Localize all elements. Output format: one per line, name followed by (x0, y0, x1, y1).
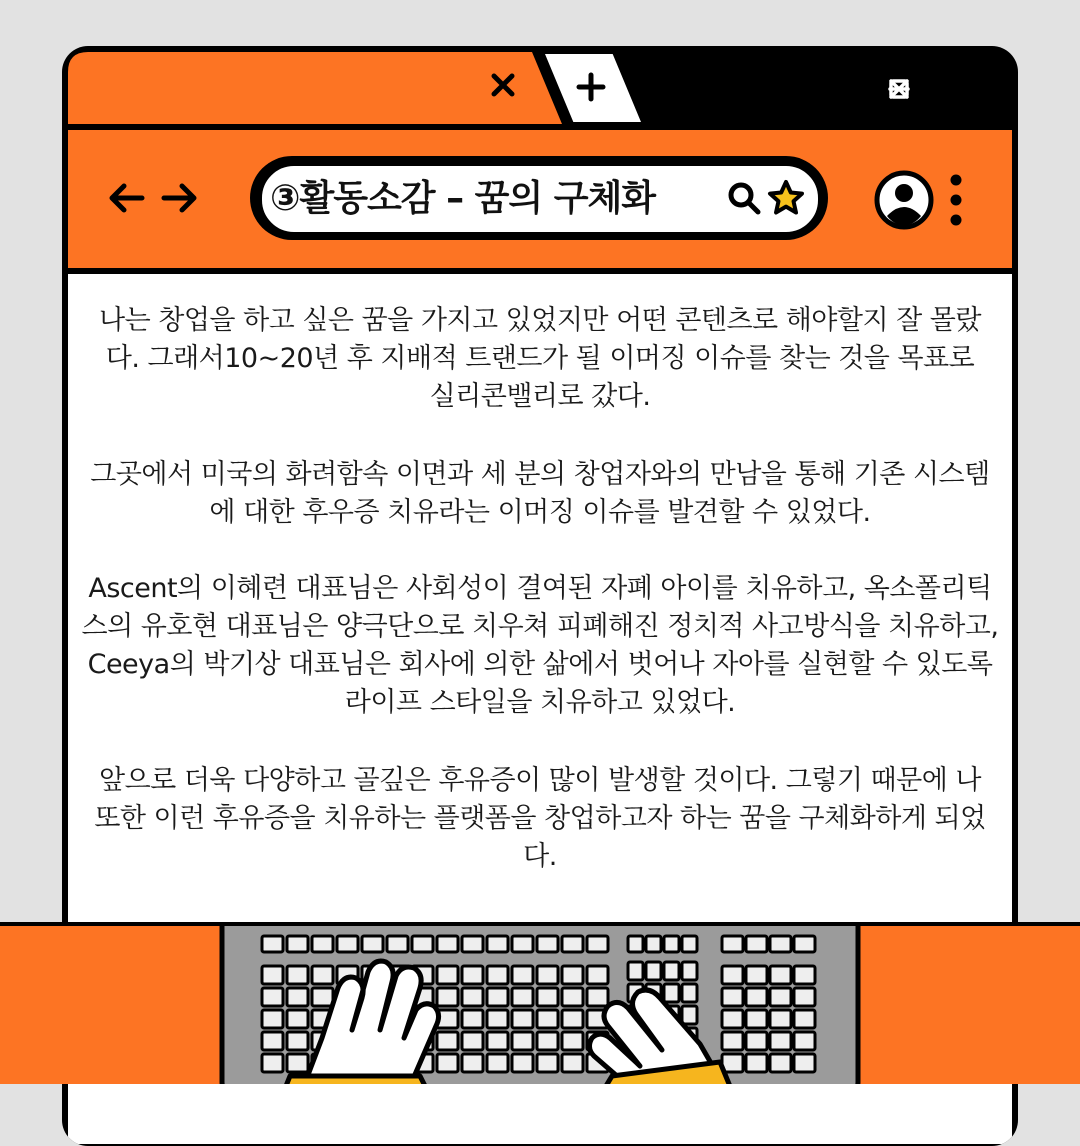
keyboard-key (722, 988, 743, 1006)
keyboard-key (287, 966, 308, 984)
account-icon[interactable] (874, 170, 934, 230)
keyboard-key (512, 988, 533, 1006)
more-vertical-icon[interactable] (944, 170, 968, 230)
keyboard-key (770, 936, 791, 952)
keyboard-key (287, 1010, 308, 1028)
tab-close-button[interactable] (490, 72, 526, 108)
arrow-left-icon (106, 182, 146, 214)
keyboard-key (262, 966, 283, 984)
keyboard-key (487, 966, 508, 984)
keyboard-key (664, 984, 679, 1002)
keyboard-key (562, 1010, 583, 1028)
paragraph-3: Ascent의 이혜련 대표님은 사회성이 결여된 자폐 아이를 치유하고, 옥소폴리틱스의 유호현 대표님은 양극단으로 치우쳐 피폐해진 정치적 사고방식을 치유하고, Ceeya의 박기상 대표님은 회사에 의한 삶에서 벗어나 자아를 실현할 수 있도록 라이프 스타일을 치유하고 있었다. (81, 573, 999, 718)
keyboard-key (587, 966, 608, 984)
keyboard-key (462, 1010, 483, 1028)
keyboard-key (722, 1010, 743, 1028)
keyboard-key (462, 966, 483, 984)
keyboard-key (437, 966, 458, 984)
browser-toolbar (68, 130, 1012, 268)
arrow-right-icon (160, 182, 200, 214)
paragraph-4: 앞으로 더욱 다양하고 골깊은 후유증이 많이 발생할 것이다. 그렇기 때문에 나 또한 이런 후유증을 치유하는 플랫폼을 창업하고자 하는 꿈을 구체화하게 되었다. (94, 765, 986, 872)
keyboard-key (562, 966, 583, 984)
keyboard-key (646, 962, 661, 980)
paragraph-1: 나는 창업을 하고 싶은 꿈을 가지고 있었지만 어떤 콘텐츠로 해야할지 잘 몰랐다. 그래서10~20년 후 지배적 트랜드가 될 이머징 이슈를 찾는 것을 목표로 실리콘밸리로 갔다. (99, 305, 981, 412)
keyboard-key (362, 936, 383, 952)
keyboard-key (770, 1054, 791, 1072)
keyboard-key (682, 1006, 697, 1024)
keyboard-key (462, 936, 483, 952)
keyboard-key (562, 1032, 583, 1050)
window-close-button[interactable] (960, 81, 982, 103)
keyboard-key (746, 1054, 767, 1072)
keyboard-key (287, 988, 308, 1006)
keyboard-key (512, 1032, 533, 1050)
keyboard-key (746, 1032, 767, 1050)
keyboard-key (537, 936, 558, 952)
keyboard-key (512, 1010, 533, 1028)
address-field[interactable] (258, 162, 822, 236)
keyboard-key (537, 1054, 558, 1072)
keyboard-key (537, 1032, 558, 1050)
keyboard-key (287, 1032, 308, 1050)
paragraph-2: 그곳에서 미국의 화려함속 이면과 세 분의 창업자와의 만남을 통해 기존 시스템에 대한 후우증 치유라는 이머징 이슈를 발견할 수 있었다. (90, 459, 990, 528)
keyboard-key (587, 936, 608, 952)
keyboard-key (537, 1010, 558, 1028)
keyboard-illustration (0, 926, 1080, 1084)
keyboard-key (562, 936, 583, 952)
keyboard-key (722, 936, 743, 952)
address-bar[interactable] (250, 156, 828, 240)
keyboard-key (287, 1054, 308, 1072)
keyboard-key (770, 1032, 791, 1050)
plus-icon (576, 72, 606, 102)
keyboard-key (512, 966, 533, 984)
keyboard-key (462, 988, 483, 1006)
keyboard-key (387, 936, 408, 952)
star-icon[interactable] (766, 178, 806, 218)
keyboard-key (262, 1054, 283, 1072)
forward-button[interactable] (158, 176, 202, 220)
keyboard-key (628, 962, 643, 980)
keyboard-key (682, 984, 697, 1002)
keyboard-key (537, 966, 558, 984)
active-tab (68, 52, 562, 124)
keyboard-key (537, 988, 558, 1006)
keyboard-key (512, 1054, 533, 1072)
keyboard-key (770, 966, 791, 984)
keyboard-key (770, 1010, 791, 1028)
keyboard-key (262, 1032, 283, 1050)
desk-surface (0, 922, 1080, 1084)
keyboard-key (746, 988, 767, 1006)
keyboard-key (794, 1032, 815, 1050)
keyboard-key (746, 936, 767, 952)
keyboard-key (794, 966, 815, 984)
back-button[interactable] (104, 176, 148, 220)
search-icon[interactable] (724, 178, 764, 218)
keyboard-key (682, 936, 697, 952)
keyboard-key (412, 936, 433, 952)
keyboard-key (337, 936, 358, 952)
keyboard-key (487, 1054, 508, 1072)
keyboard-key (437, 1032, 458, 1050)
keyboard-key (487, 1032, 508, 1050)
window-controls (888, 78, 988, 106)
maximize-button[interactable] (924, 81, 946, 103)
tab-strip (62, 46, 1018, 124)
keyboard-key (794, 1010, 815, 1028)
keyboard-key (262, 988, 283, 1006)
page-title: ③활동소감 – 꿈의 구체화 (270, 178, 656, 219)
keyboard-key (287, 936, 308, 952)
keyboard-key (664, 962, 679, 980)
new-tab-button[interactable] (576, 72, 616, 108)
keyboard-key (722, 966, 743, 984)
keyboard-key (437, 936, 458, 952)
keyboard-key (562, 988, 583, 1006)
tab-strip-shapes (62, 46, 1018, 124)
keyboard-key (746, 1010, 767, 1028)
keyboard-key (746, 966, 767, 984)
keyboard-key (794, 936, 815, 952)
keyboard-key (628, 936, 643, 952)
keyboard-key (562, 1054, 583, 1072)
keyboard-key (487, 936, 508, 952)
keyboard-key (682, 962, 697, 980)
keyboard-key (512, 936, 533, 952)
keyboard-key (262, 936, 283, 952)
keyboard-key (794, 988, 815, 1006)
keyboard-key (437, 988, 458, 1006)
keyboard-key (312, 966, 333, 984)
keyboard-key (794, 1054, 815, 1072)
keyboard-key (722, 1032, 743, 1050)
keyboard-key (462, 1054, 483, 1072)
keyboard-key (437, 1054, 458, 1072)
keyboard-key (312, 936, 333, 952)
close-icon (888, 78, 910, 100)
keyboard-key (770, 988, 791, 1006)
keyboard-key (664, 936, 679, 952)
keyboard-key (462, 1032, 483, 1050)
close-icon (490, 72, 516, 98)
keyboard-key (587, 988, 608, 1006)
keyboard-key (487, 1010, 508, 1028)
keyboard-key (646, 936, 661, 952)
keyboard-key (312, 988, 333, 1006)
keyboard-key (262, 1010, 283, 1028)
keyboard-key (487, 988, 508, 1006)
